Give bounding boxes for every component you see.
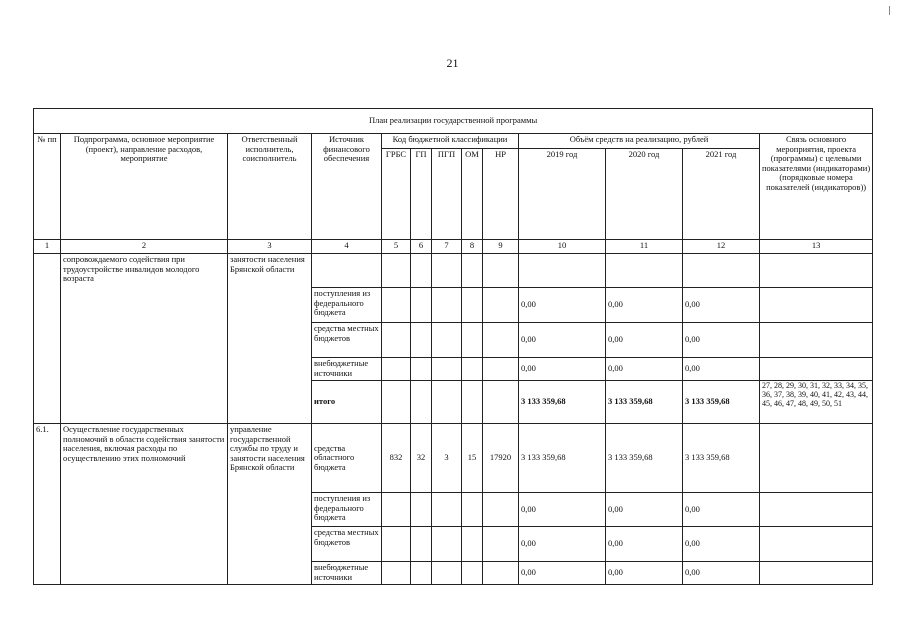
value-2020: 0,00 <box>606 527 683 562</box>
col-number: 9 <box>483 240 519 254</box>
table-title: План реализации государственной программы <box>34 109 873 134</box>
value-2020: 3 133 359,68 <box>606 424 683 493</box>
code-om: 15 <box>462 424 483 493</box>
value-2021: 0,00 <box>683 288 760 323</box>
col-number: 5 <box>382 240 411 254</box>
header-link: Связь основного мероприятия, проекта (программы) с целевыми показателями (индикаторами) (порядковые номера показателей (индикаторов)) <box>760 134 873 240</box>
indicator-links: 27, 28, 29, 30, 31, 32, 33, 34, 35, 36, 37, 38, 39, 40, 41, 42, 43, 44, 45, 46, 47, 48, 49, 50, 51 <box>760 381 873 424</box>
header-gp: ГП <box>411 149 432 240</box>
executor-cell: занятости населения Брянской области <box>228 254 312 424</box>
total-2021: 3 133 359,68 <box>683 381 760 424</box>
value-2020: 0,00 <box>606 562 683 585</box>
row-num-cell: 6.1. <box>34 424 61 585</box>
header-row <box>34 134 873 149</box>
col-number: 13 <box>760 240 873 254</box>
code-grbs: 832 <box>382 424 411 493</box>
value-2021: 0,00 <box>683 358 760 381</box>
value-2019: 3 133 359,68 <box>519 424 606 493</box>
value-2021 <box>683 254 760 288</box>
value-2021: 3 133 359,68 <box>683 424 760 493</box>
subprogram-cell: сопровождаемого содействия при трудоустройстве инвалидов молодого возраста <box>61 254 228 424</box>
source-cell: внебюджетные источники <box>312 562 382 585</box>
value-2019: 0,00 <box>519 288 606 323</box>
header-funds: Объём средств на реализацию, рублей <box>519 134 760 149</box>
value-2019: 0,00 <box>519 493 606 527</box>
source-cell: поступления из федерального бюджета <box>312 493 382 527</box>
col-number: 3 <box>228 240 312 254</box>
value-2020: 0,00 <box>606 323 683 358</box>
col-number: 10 <box>519 240 606 254</box>
col-number: 6 <box>411 240 432 254</box>
value-2020: 0,00 <box>606 358 683 381</box>
header-subprogram: Подпрограмма, основное мероприятие (проект), направление расходов, мероприятие <box>61 134 228 240</box>
value-2019: 0,00 <box>519 323 606 358</box>
value-2019: 0,00 <box>519 562 606 585</box>
code-pgp: 3 <box>432 424 462 493</box>
source-cell: внебюджетные источники <box>312 358 382 381</box>
code-gp: 32 <box>411 424 432 493</box>
total-2020: 3 133 359,68 <box>606 381 683 424</box>
col-number: 8 <box>462 240 483 254</box>
header-om: ОМ <box>462 149 483 240</box>
title-row <box>34 109 873 134</box>
header-2019: 2019 год <box>519 149 606 240</box>
source-cell <box>312 254 382 288</box>
scan-mark <box>889 6 890 15</box>
source-cell: средства местных бюджетов <box>312 527 382 562</box>
header-grbs: ГРБС <box>382 149 411 240</box>
executor-cell: управление государственной службы по труду и занятости населения Брянской области <box>228 424 312 585</box>
header-np: НР <box>483 149 519 240</box>
header-pgp: ПГП <box>432 149 462 240</box>
total-2019: 3 133 359,68 <box>519 381 606 424</box>
header-num: № пп <box>34 134 61 240</box>
header-source: Источник финансового обеспечения <box>312 134 382 240</box>
table-row <box>34 254 873 288</box>
value-2021: 0,00 <box>683 527 760 562</box>
value-2021: 0,00 <box>683 323 760 358</box>
row-num-cell <box>34 254 61 424</box>
col-number: 2 <box>61 240 228 254</box>
subprogram-cell: Осуществление государственных полномочий в области содействия занятости населения, включая расходы по осуществлению этих полномочий <box>61 424 228 585</box>
header-2020: 2020 год <box>606 149 683 240</box>
source-cell: средства областного бюджета <box>312 424 382 493</box>
value-2020: 0,00 <box>606 493 683 527</box>
col-number: 4 <box>312 240 382 254</box>
header-budget-code: Код бюджетной классификации <box>382 134 519 149</box>
col-number: 1 <box>34 240 61 254</box>
column-numbers-row <box>34 240 873 254</box>
header-executor: Ответственный исполнитель, соисполнитель <box>228 134 312 240</box>
page-number: 21 <box>446 56 459 70</box>
plan-table <box>33 108 873 585</box>
col-number: 7 <box>432 240 462 254</box>
value-2021: 0,00 <box>683 493 760 527</box>
total-label: итого <box>312 381 382 424</box>
source-cell: средства местных бюджетов <box>312 323 382 358</box>
value-2020 <box>606 254 683 288</box>
value-2021: 0,00 <box>683 562 760 585</box>
source-cell: поступления из федерального бюджета <box>312 288 382 323</box>
table-row <box>34 424 873 493</box>
col-number: 12 <box>683 240 760 254</box>
header-2021: 2021 год <box>683 149 760 240</box>
value-2019 <box>519 254 606 288</box>
value-2019: 0,00 <box>519 527 606 562</box>
code-np: 17920 <box>483 424 519 493</box>
value-2020: 0,00 <box>606 288 683 323</box>
value-2019: 0,00 <box>519 358 606 381</box>
col-number: 11 <box>606 240 683 254</box>
